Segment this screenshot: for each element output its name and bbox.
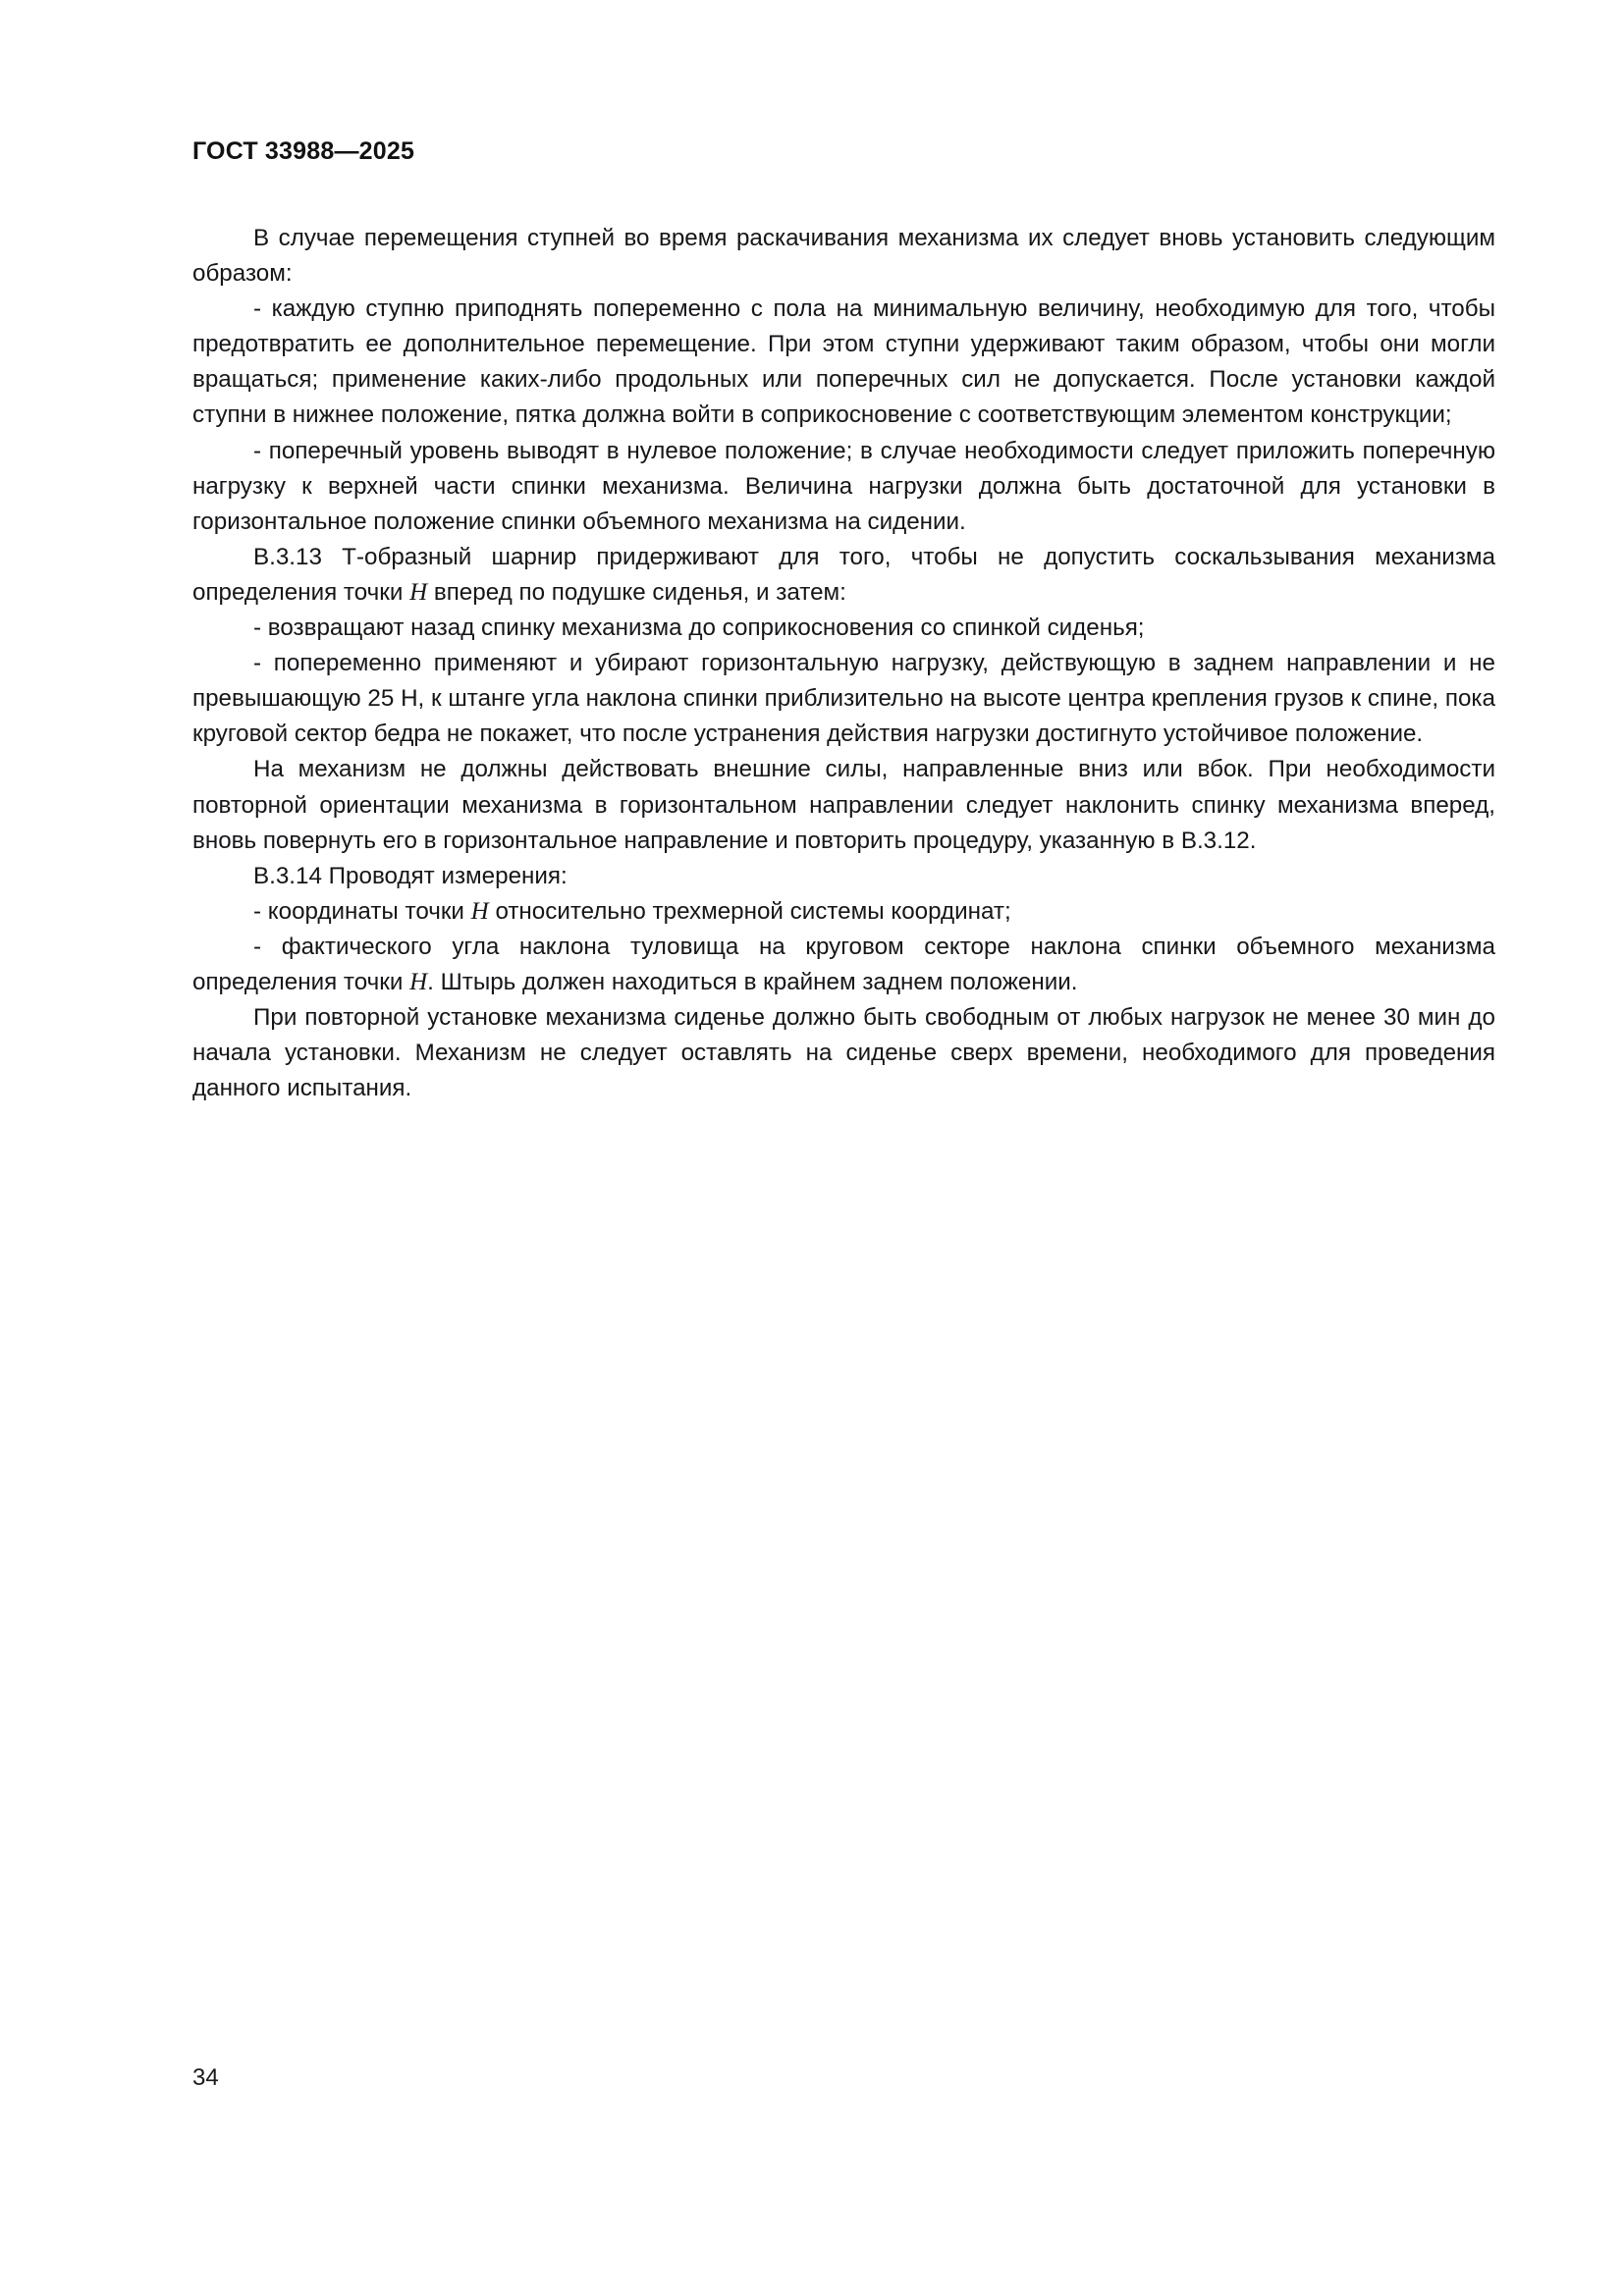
list-item-p5: - возвращают назад спинку механизма до соприкосновения со спинкой сиденья; (253, 614, 1145, 642)
paragraph-p7: На механизм не должны действовать внешние силы, направленные вниз или вбок. При необходимости повторной ориентации механизма в горизонтальном направлении следует наклонить спинку механизма вперед, вновь повернуть его в горизонтальное направление и повторить процедуру, указанную в В.3.12. (192, 756, 1495, 854)
body-text-column (192, 221, 1495, 1106)
list-item-p10 (192, 930, 1495, 1000)
list-item-p6: - попеременно применяют и убирают горизонтальную нагрузку, действующую в заднем направлении и не превышающую 25 Н, к штанге угла наклона спинки приблизительно на высоте центра крепления грузов к спине, пока круговой сектор бедра не покажет, что после устранения действия нагрузки достигнуто устойчивое положение. (192, 650, 1495, 748)
list-item-p9-text-after: относительно трехмерной системы координат; (488, 897, 1011, 925)
list-item-p3: - поперечный уровень выводят в нулевое положение; в случае необходимости следует приложить поперечную нагрузку к верхней части спинки механизма. Величина нагрузки должна быть достаточной для установки в горизонтальное положение спинки объемного механизма на сидении. (192, 437, 1495, 535)
symbol-h-point: H (470, 897, 489, 925)
list-item-p2: - каждую ступню приподнять попеременно с пола на минимальную величину, необходимую для того, чтобы предотвратить ее дополнительное перемещение. При этом ступни удерживают таким образом, чтобы они могли вращаться; применение каких-либо продольных или поперечных сил не допускается. После установки каждой ступни в нижнее положение, пятка должна войти в соприкосновение с соответствующим элементом конструкции; (192, 295, 1495, 429)
list-item-p10-text-after: . Штырь должен находиться в крайнем заднем положении. (427, 968, 1078, 995)
list-item-p9 (192, 894, 1495, 930)
clause-p4 (192, 540, 1495, 611)
clause-p8: В.3.14 Проводят измерения: (253, 862, 568, 889)
list-item-p10-text-before: - фактического угла наклона туловища на круговом секторе наклона спинки объемного механизма определения точки (192, 933, 1495, 995)
paragraph-p1: В случае перемещения ступней во время раскачивания механизма их следует вновь установить следующим образом: (192, 225, 1495, 288)
list-item-p9-text-before: - координаты точки (253, 897, 471, 925)
clause-p4-text-after: вперед по подушке сиденья, и затем: (427, 578, 846, 606)
paragraph-p11: При повторной установке механизма сиденье должно быть свободным от любых нагрузок не менее 30 мин до начала установки. Механизм не следует оставлять на сиденье сверх времени, необходимого для проведения данного испытания. (192, 1004, 1495, 1102)
clause-p4-text-before: В.3.13 Т-образный шарнир придерживают для того, чтобы не допустить соскальзывания механизма определения точки (192, 543, 1495, 606)
running-header-standard-number: ГОСТ 33988—2025 (192, 137, 415, 165)
symbol-h-point: H (409, 578, 428, 606)
symbol-h-point: H (409, 968, 428, 995)
page-number-folio: 34 (192, 2064, 219, 2091)
